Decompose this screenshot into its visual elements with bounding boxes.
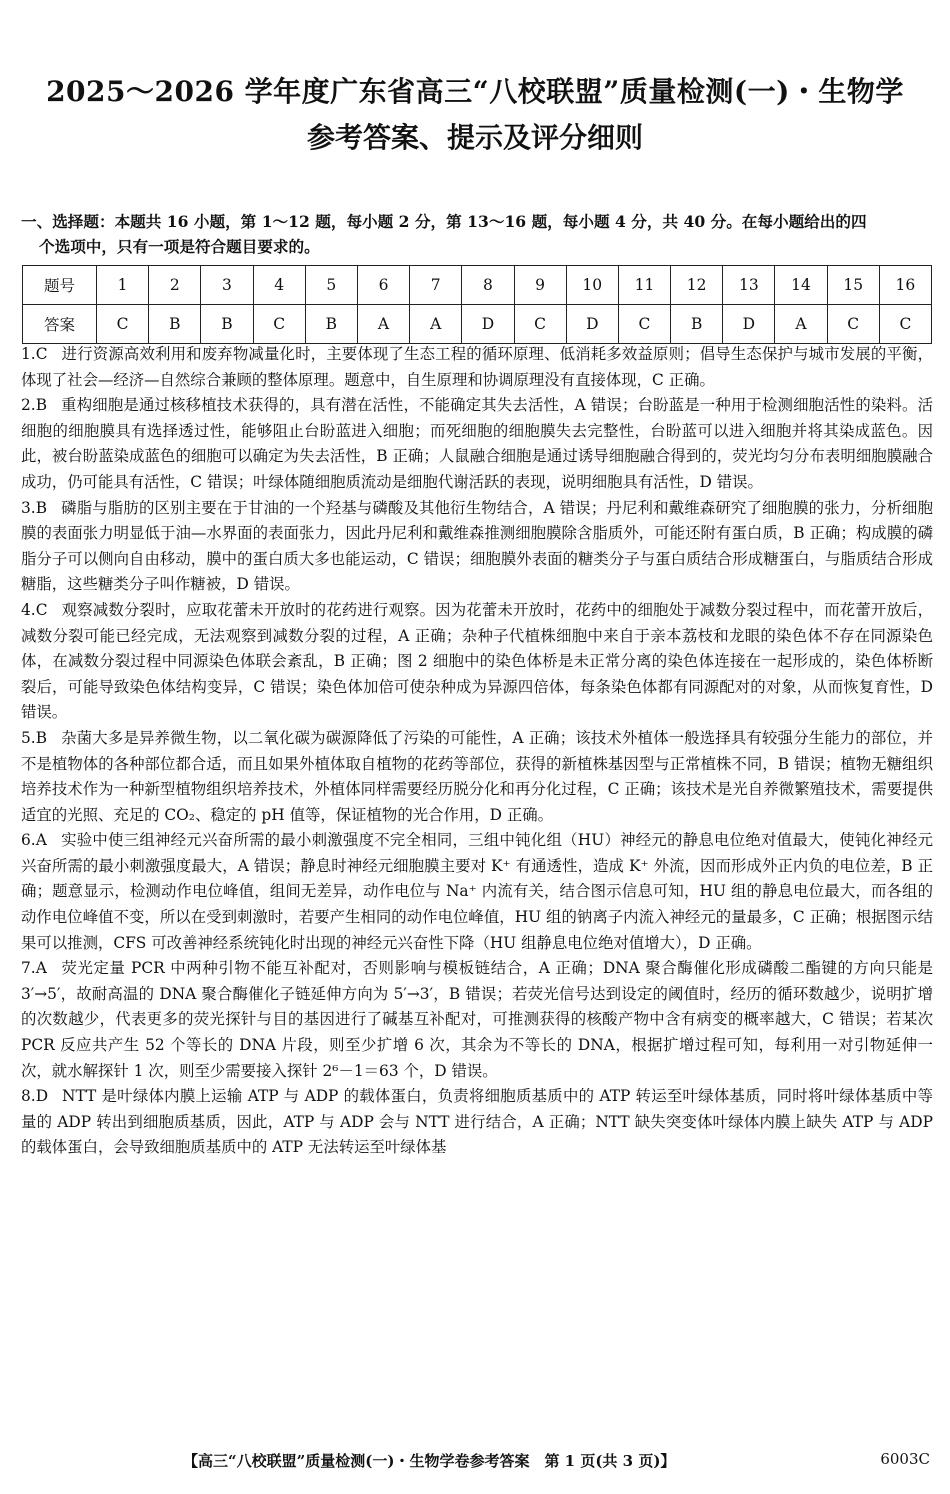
question-number: 16 [879,266,931,305]
question-number: 3 [201,266,253,305]
page-subtitle: 参考答案、提示及评分细则 [306,121,643,154]
explanation-item [21,393,933,495]
item-text: 杂菌大多是异养微生物，以二氧化碳为碳源降低了污染的可能性，A 正确；该技术外植体一般选择具有较强分生能力的部位，并不是植物体的各种部位都合适，而且如果外植体取自植物的花药等部位，获得的新植株基因型与正常植株不同，B 错误；植物无糖组织培养技术作为一种新型植物组织培养技术，外植体同样需要经历脱分化和再分化过程，C 正确；该技术是光自养微繁殖技术，需要提供适宜的光照、充足的 CO₂、稳定的 pH 值等，保证植物的光合作用，D 正确。 [21,728,933,824]
answer-cell: C [827,305,879,344]
item-number: 6. [21,831,36,850]
item-text: 磷脂与脂肪的区别主要在于甘油的一个羟基与磷酸及其他衍生物结合，A 错误；丹尼利和戴维森研究了细胞膜的张力，分析细胞膜的表面张力明显低于油—水界面的表面张力，因此丹尼利和戴维森推测细胞膜除含脂质外，可能还附有蛋白质，B 正确；构成膜的磷脂分子可以侧向自由移动，膜中的蛋白质大多也能运动，C 错误；细胞膜外表面的糖类分子与蛋白质结合形成糖蛋白，与脂质结合形成糖脂，这些糖类分子叫作糖被，D 错误。 [21,498,933,594]
question-number: 12 [671,266,723,305]
answer-cell: C [618,305,670,344]
question-number-row [23,266,932,305]
explanation-item [21,598,933,726]
question-number: 11 [618,266,670,305]
item-number: 3. [21,498,36,517]
question-number: 10 [566,266,618,305]
explanation-item [21,1084,933,1161]
item-number: 2. [21,396,36,415]
footer-text: 【高三“八校联盟”质量检测(一)・生物学卷参考答案 第 1 页(共 3 页)】 [183,1452,676,1470]
explanation-item [21,726,933,828]
answer-row [23,305,932,344]
row-label: 答案 [23,305,97,344]
item-answer: B [35,498,47,517]
item-number: 7. [21,959,36,978]
section-instruction [21,209,935,259]
question-number: 8 [462,266,514,305]
answer-cell: B [671,305,723,344]
item-answer: C [35,600,48,619]
question-number: 13 [723,266,775,305]
item-text: 观察减数分裂时，应取花蕾未开放时的花药进行观察。因为花蕾未开放时，花药中的细胞处于减数分裂过程中，而花蕾开放后，减数分裂可能已经完成，无法观察到减数分裂的过程，A 正确；杂种子代植株细胞中来自于亲本荔枝和龙眼的染色体不存在同源染色体，在减数分裂过程中同源染色体联会紊乱，B 正确；图 2 细胞中的染色体桥是未正常分离的染色体连接在一起形成的，染色体桥断裂后，可能导致染色体结构变异，C 错误；染色体加倍可使杂种成为异源四倍体，每条染色体都有同源配对的对象，从而恢复育性，D 错误。 [21,600,933,722]
question-number: 7 [410,266,462,305]
item-number: 5. [21,728,36,747]
item-number: 4. [21,600,36,619]
answer-cell: D [566,305,618,344]
question-number: 9 [514,266,566,305]
answer-cell: A [357,305,409,344]
explanation-item [21,828,933,956]
answer-cell: A [775,305,827,344]
answer-cell: C [253,305,305,344]
item-answer: A [35,831,47,850]
question-number: 15 [827,266,879,305]
page-title: 2025～2026 学年度广东省高三“八校联盟”质量检测(一)・生物学 [46,75,904,108]
item-text: 重构细胞是通过核移植技术获得的，具有潜在活性，不能确定其失去活性，A 错误；台盼蓝是一种用于检测细胞活性的染料。活细胞的细胞膜具有选择透过性，能够阻止台盼蓝进入细胞；而死细胞的细胞膜失去完整性，台盼蓝可以进入细胞并将其染成蓝色。因此，被台盼蓝染成蓝色的细胞可以确定为失去活性，B 正确；人鼠融合细胞是通过诱导细胞融合得到的，荧光均匀分布表明细胞膜融合成功，仍可能具有活性，C 错误；叶绿体随细胞质流动是细胞代谢活跃的表现，说明细胞具有活性，D 错误。 [21,396,933,491]
item-answer: B [35,728,47,747]
explanation-item [21,342,933,393]
explanation-item [21,956,933,1084]
item-number: 1. [21,345,36,363]
question-number: 1 [97,266,149,305]
item-text: 实验中使三组神经元兴奋所需的最小刺激强度不完全相同，三组中钝化组（HU）神经元的静息电位绝对值最大，使钝化神经元兴奋所需的最小刺激强度最大，A 错误；静息时神经元细胞膜主要对 K⁺ 有通透性，造成 K⁺ 外流，因而形成外正内负的电位差，B 正确；题意显示，检测动作电位峰值，组间无差异，动作电位与 Na⁺ 内流有关，结合图示信息可知，HU 组的静息电位最大，而各组的动作电位峰值不变，所以在受到刺激时，若要产生相同的动作电位峰值，HU 组的钠离子内流入神经元的量最多，C 正确；根据图示结果可以推测，CFS 可改善神经系统钝化时出现的神经元兴奋性下降（HU 组静息电位绝对值增大），D 正确。 [21,831,933,952]
answer-cell: C [514,305,566,344]
item-text: 荧光定量 PCR 中两种引物不能互补配对，否则影响与模板链结合，A 正确；DNA 聚合酶催化形成磷酸二酯键的方向只能是 3′→5′，故耐高温的 DNA 聚合酶催化子链延伸方向为 5′→3′，B 错误；若荧光信号达到设定的阈值时，经历的循环数越少，说明扩增的次数越少，代表更多的荧光探针与目的基因进行了碱基互补配对，可推测获得的核酸产物中含有病变的概率越大，C 错误；若某次 PCR 反应共产生 52 个等长的 DNA 片段，则至少扩增 6 次，其余为不等长的 DNA，根据扩增过程可知，每利用一对引物延伸一次，就水解探针 1 次，则至少需要接入探针 2⁶－1＝63 个，D 错误。 [21,959,933,1080]
question-number: 2 [149,266,201,305]
question-number: 4 [253,266,305,305]
answer-cell: B [305,305,357,344]
instruction-line-1: 一、选择题：本题共 16 小题，第 1～12 题，每小题 2 分，第 13～16 题，每小题 4 分，共 40 分。在每小题给出的四 [21,212,867,231]
instruction-line-2: 个选项中，只有一项是符合题目要求的。 [39,237,320,256]
answer-cell: D [723,305,775,344]
item-text: NTT 是叶绿体内膜上运输 ATP 与 ADP 的载体蛋白，负责将细胞质基质中的 ATP 转运至叶绿体基质，同时将叶绿体基质中等量的 ADP 转出到细胞质基质，因此，ATP 与 ADP 会与 NTT 进行结合，A 正确；NTT 缺失突变体叶绿体内膜上缺失 ATP 与 ADP 的载体蛋白，会导致细胞质基质中的 ATP 无法转运至叶绿体基 [21,1087,933,1157]
item-answer: A [35,959,47,978]
answer-cell: C [879,305,931,344]
item-number: 8. [21,1087,36,1106]
explanation-item [21,496,933,598]
answer-cell: D [462,305,514,344]
item-answer: D [35,1087,49,1106]
item-text: 进行资源高效利用和废弃物减量化时，主要体现了生态工程的循环原理、低消耗多效益原则；倡导生态保护与城市发展的平衡，体现了社会—经济—自然综合兼顾的整体原理。题意中，自生原理和协调原理没有直接体现，C 正确。 [21,345,933,389]
item-answer: B [35,396,47,415]
question-number: 6 [357,266,409,305]
answer-cell: A [410,305,462,344]
item-answer: C [35,345,48,363]
answer-table [22,265,932,344]
question-number: 14 [775,266,827,305]
answer-cell: C [97,305,149,344]
row-label: 题号 [23,266,97,305]
document-code: 6003C [880,1450,930,1468]
answer-cell: B [149,305,201,344]
explanation-list [21,342,933,1161]
question-number: 5 [305,266,357,305]
answer-cell: B [201,305,253,344]
